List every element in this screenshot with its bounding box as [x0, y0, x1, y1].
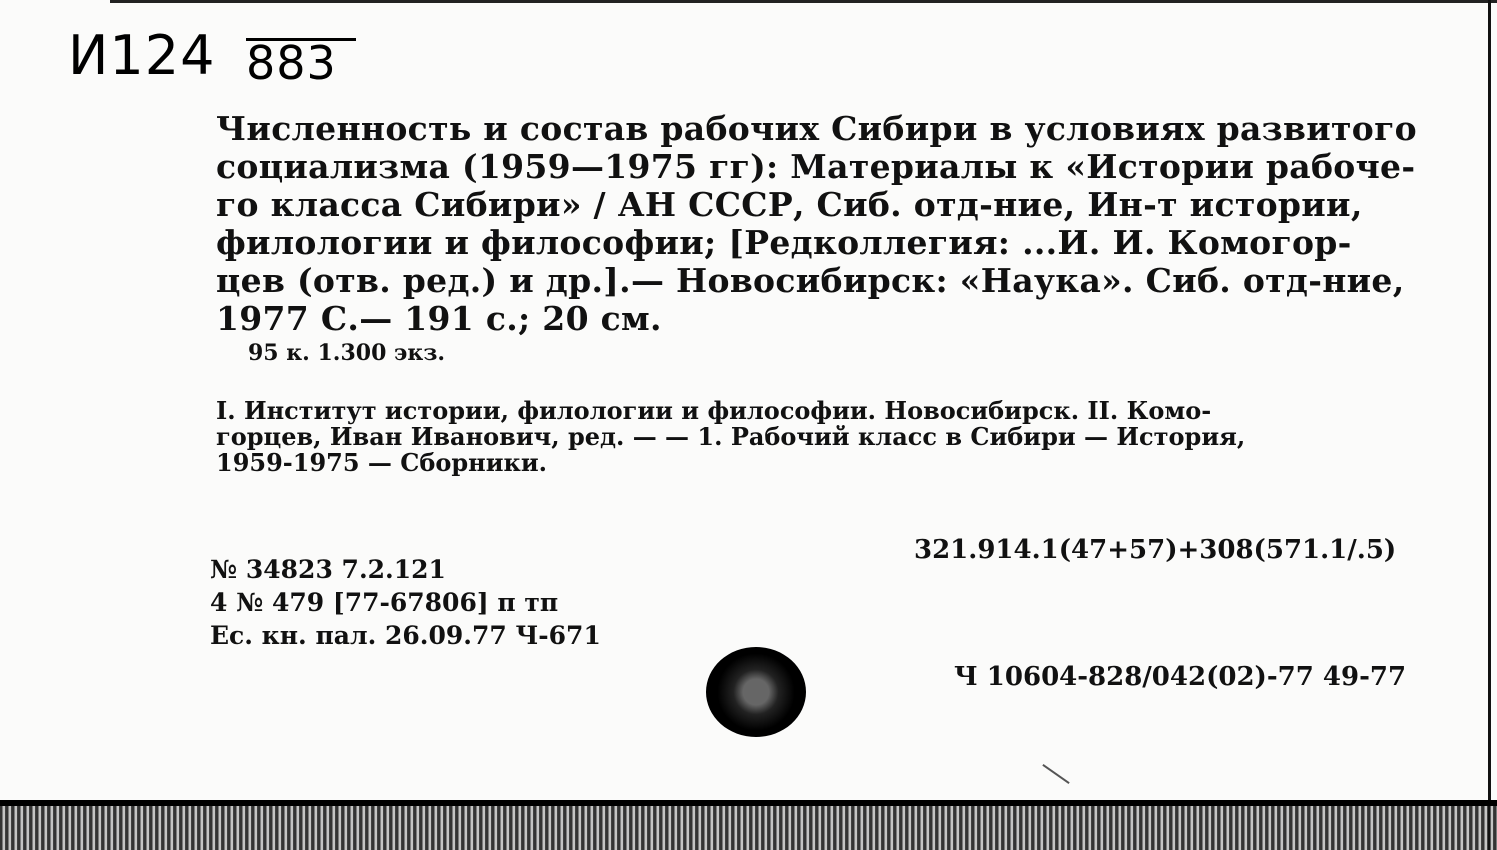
card-right-border	[1488, 0, 1491, 850]
description-line: 1977 С.— 191 с.; 20 см.	[216, 299, 662, 338]
description-line: социализма (1959—1975 гг): Материалы к «Истории рабоче-	[216, 147, 1416, 186]
inventory-line: 4 № 479 [77-67806] п тп	[210, 588, 559, 617]
card-bottom-edge	[0, 800, 1497, 850]
stray-mark	[1042, 764, 1069, 784]
tracing-line: I. Институт истории, филологии и философии. Новосибирск. II. Комо-	[216, 396, 1212, 425]
inventory-info	[210, 553, 601, 652]
inventory-line: № 34823 7.2.121	[210, 555, 446, 584]
shelf-mark	[68, 24, 337, 90]
shelf-mark-main: И124	[68, 24, 216, 87]
description-line: цев (отв. ред.) и др.].— Новосибирск: «Наука». Сиб. отд-ние,	[216, 261, 1405, 300]
inventory-line: Ес. кн. пал. 26.09.77 Ч-671	[210, 621, 601, 650]
card-top-border	[110, 0, 1497, 11]
bibliographic-description	[216, 109, 1417, 338]
classification-index: 321.914.1(47+57)+308(571.1/.5)	[914, 535, 1397, 565]
card-bottom-line	[0, 800, 1497, 806]
tracings	[216, 398, 1392, 476]
description-line: го класса Сибири» / АН СССР, Сиб. отд-ние, Ин-т истории,	[216, 185, 1363, 224]
tracing-line: 1959-1975 — Сборники.	[216, 448, 548, 477]
description-line: филологии и философии; [Редколлегия: ...И. И. Комогор-	[216, 223, 1352, 262]
shelf-mark-fraction: 883	[246, 38, 356, 85]
price-and-print-run: 95 к. 1.300 экз.	[248, 340, 446, 366]
description-line: Численность и состав рабочих Сибири в условиях развитого	[216, 109, 1417, 148]
card-punch-hole	[706, 647, 806, 737]
tracing-line: горцев, Иван Иванович, ред. — — 1. Рабочий класс в Сибири — История,	[216, 422, 1246, 451]
publication-code: Ч 10604-828/042(02)-77 49-77	[954, 662, 1407, 692]
